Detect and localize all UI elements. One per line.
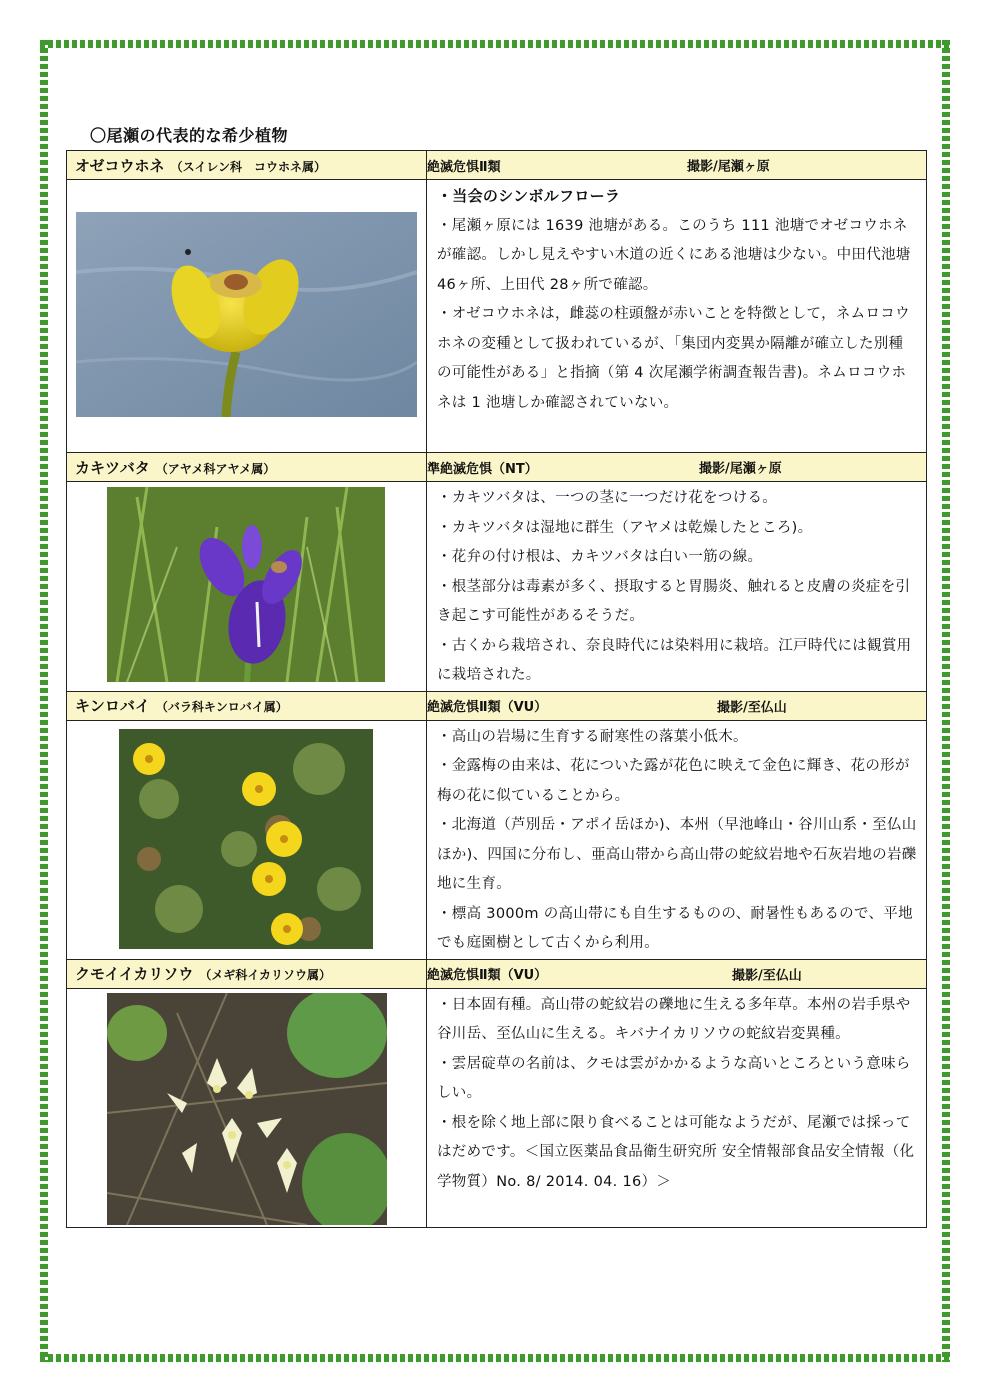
description-line: ・雲居碇草の名前は、クモは雲がかかるような高いところという意味らしい。 bbox=[437, 1055, 911, 1101]
description-line: ・根を除く地上部に限り食べることは可能なようだが、尾瀬では採ってはだめです。＜国立医薬品食品衛生研究所 安全情報部食品安全情報（化学物質）No. 8/ 2014. 04. 16）＞ bbox=[437, 1114, 915, 1190]
plant-name: カキツバタ bbox=[75, 458, 150, 477]
description-line: ・日本固有種。高山帯の蛇紋岩の礫地に生える多年草。本州の岩手県や谷川岳、至仏山に生える。キバナイカリソウの蛇紋岩変異種。 bbox=[437, 996, 911, 1042]
page-border-bottom bbox=[40, 1354, 950, 1362]
plant-header-kakitsubata bbox=[67, 453, 927, 482]
plant-description bbox=[427, 721, 926, 959]
conservation-status: 絶滅危惧Ⅱ類 bbox=[427, 159, 501, 175]
plant-name: オゼコウホネ bbox=[75, 156, 165, 175]
description-line: ・古くから栽培され、奈良時代には染料用に栽培。江戸時代には観賞用に栽培された。 bbox=[437, 637, 912, 683]
page-border-left bbox=[40, 40, 48, 1362]
plant-description bbox=[427, 989, 926, 1198]
plant-family: （バラ科キンロバイ属） bbox=[155, 700, 288, 714]
photo-location: 撮影/尾瀬ヶ原 bbox=[699, 461, 782, 477]
photo-kinrobai bbox=[119, 729, 373, 949]
description-line: ・カキツバタは、一つの茎に一つだけ花をつける。 bbox=[437, 490, 778, 506]
conservation-status: 絶滅危惧Ⅱ類（VU） bbox=[427, 968, 548, 983]
photo-location: 撮影/至仏山 bbox=[732, 968, 802, 983]
plant-lead: ・当会のシンボルフローラ bbox=[437, 187, 621, 205]
plant-header-kumoiikarisou bbox=[67, 959, 927, 988]
description-line: ・花弁の付け根は、カキツバタは白い一筋の線。 bbox=[437, 549, 763, 565]
photo-kumoiikarisou bbox=[107, 993, 387, 1225]
description-line: ・カキツバタは湿地に群生（アヤメは乾燥したところ)。 bbox=[437, 519, 813, 536]
page-border-right bbox=[942, 40, 950, 1362]
plant-description bbox=[427, 180, 926, 418]
plant-family: （メギ科イカリソウ属） bbox=[199, 968, 332, 982]
photo-location: 撮影/至仏山 bbox=[717, 700, 787, 715]
description-line: ・尾瀬ヶ原には 1639 池塘がある。このうち 111 池塘でオゼコウホネが確認。しかし見えやすい木道の近くにある池塘は少ない。中田代池塘 46ヶ所、上田代 28ヶ所で確認。 bbox=[437, 217, 911, 293]
description-line: ・根茎部分は毒素が多く、摂取すると胃腸炎、触れると皮膚の炎症を引き起こす可能性があるそうだ。 bbox=[437, 578, 911, 624]
plant-row-kakitsubata bbox=[67, 482, 927, 692]
description-line: ・金露梅の由来は、花についた露が花色に映えて金色に輝き、花の形が梅の花に似ていることから。 bbox=[437, 758, 910, 804]
photo-ozekouhone bbox=[76, 212, 417, 417]
page-title: 〇尾瀬の代表的な希少植物 bbox=[90, 126, 289, 145]
photo-location: 撮影/尾瀬ヶ原 bbox=[687, 159, 770, 175]
conservation-status: 準絶滅危惧（NT） bbox=[427, 461, 538, 477]
plant-name: クモイイカリソウ bbox=[75, 965, 194, 983]
plant-row-kinrobai bbox=[67, 720, 927, 959]
description-line: ・オゼコウホネは，雌蕊の柱頭盤が赤いことを特徴として，ネムロコウホネの変種として扱われているが、「集団内変異か隔離が確立した別種の可能性がある」と指摘（第 4 次尾瀬学術調査報告書)。ネムロコウホネは 1 池塘しか確認されていない。 bbox=[437, 306, 910, 411]
plant-header-kinrobai bbox=[67, 691, 927, 720]
plant-row-ozekouhone bbox=[67, 180, 927, 453]
plant-row-kumoiikarisou bbox=[67, 988, 927, 1227]
plant-table bbox=[66, 150, 927, 1228]
description-line: ・北海道（芦別岳・アポイ岳ほか)、本州（早池峰山・谷川山系・至仏山ほか)、四国に分布し、亜高山帯から高山帯の蛇紋岩地や石灰岩地の岩礫地に生育。 bbox=[437, 817, 917, 892]
photo-kakitsubata bbox=[107, 487, 385, 682]
plant-family: （アヤメ科アヤメ属） bbox=[155, 461, 276, 476]
page-border-top bbox=[40, 40, 950, 48]
description-line: ・高山の岩場に生育する耐寒性の落葉小低木。 bbox=[437, 728, 748, 745]
plant-name: キンロバイ bbox=[75, 697, 150, 715]
plant-header-ozekouhone bbox=[67, 151, 927, 180]
conservation-status: 絶滅危惧Ⅱ類（VU） bbox=[427, 700, 548, 715]
plant-description bbox=[427, 482, 926, 691]
plant-family: （スイレン科 コウホネ属） bbox=[170, 159, 327, 174]
description-line: ・標高 3000m の高山帯にも自生するものの、耐暑性もあるので、平地でも庭園樹として古くから利用。 bbox=[437, 905, 913, 951]
